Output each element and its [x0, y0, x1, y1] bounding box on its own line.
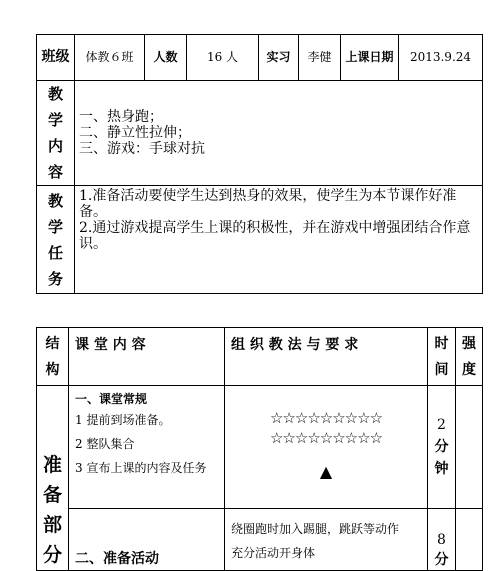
col-structure: 结 构 — [37, 328, 69, 386]
date-value: 2013.9.24 — [399, 35, 483, 81]
student-row: ☆☆☆☆☆☆☆☆☆ — [269, 409, 383, 427]
routine-item: 1 提前到场准备。 — [75, 413, 171, 427]
task-cell — [75, 186, 483, 294]
content-cell — [75, 81, 483, 186]
warmup-time: 8 分 — [428, 508, 456, 570]
routine-title: 一、课堂常规 — [75, 392, 148, 406]
procedure-table — [36, 327, 483, 571]
warmup-method-line: 绕圈跑时加入踢腿，跳跃等动作 — [231, 521, 400, 536]
task-label: 教 学 任 务 — [37, 186, 75, 294]
content-item: 三、游戏：手球对抗 — [79, 141, 205, 157]
warmup-method — [225, 508, 428, 570]
section-label: 准 备 部 分 — [37, 386, 69, 571]
col-intensity: 强 度 — [456, 328, 483, 386]
date-label: 上课日期 — [341, 35, 399, 81]
intern-label: 实习 — [259, 35, 299, 81]
count-value: 16 人 — [187, 35, 259, 81]
class-value: 体教６班 — [75, 35, 145, 81]
intern-value: 李健 — [299, 35, 341, 81]
col-content: 课 堂 内 容 — [69, 328, 225, 386]
teacher-marker: ▲ — [319, 462, 333, 481]
warmup-title: 二、准备活动 — [69, 508, 225, 570]
routine-intensity — [456, 386, 483, 509]
content-item: 二、静立性拉伸； — [79, 125, 191, 141]
routine-item: 3 宣布上课的内容及任务 — [75, 461, 207, 475]
routine-time: 2 分 钟 — [428, 386, 456, 509]
content-label: 教 学 内 容 — [37, 81, 75, 186]
count-label: 人数 — [145, 35, 187, 81]
class-label: 班级 — [37, 35, 75, 81]
student-row: ☆☆☆☆☆☆☆☆☆ — [269, 429, 383, 447]
col-time: 时 间 — [428, 328, 456, 386]
warmup-intensity — [456, 508, 483, 570]
warmup-method-line: 充分活动开身体 — [231, 545, 316, 560]
content-item: 一、热身跑； — [79, 109, 163, 125]
task-item: 1.准备活动要使学生达到热身的效果，使学生为本节课作好准备。 — [79, 188, 457, 220]
routine-item: 2 整队集合 — [75, 437, 135, 451]
task-item: 2.通过游戏提高学生上课的积极性，并在游戏中增强团结合作意识。 — [79, 220, 471, 252]
lesson-plan-table — [36, 34, 483, 294]
routine-cell — [69, 386, 225, 509]
col-method: 组 织 教 法 与 要 求 — [225, 328, 428, 386]
formation-cell — [225, 386, 428, 509]
